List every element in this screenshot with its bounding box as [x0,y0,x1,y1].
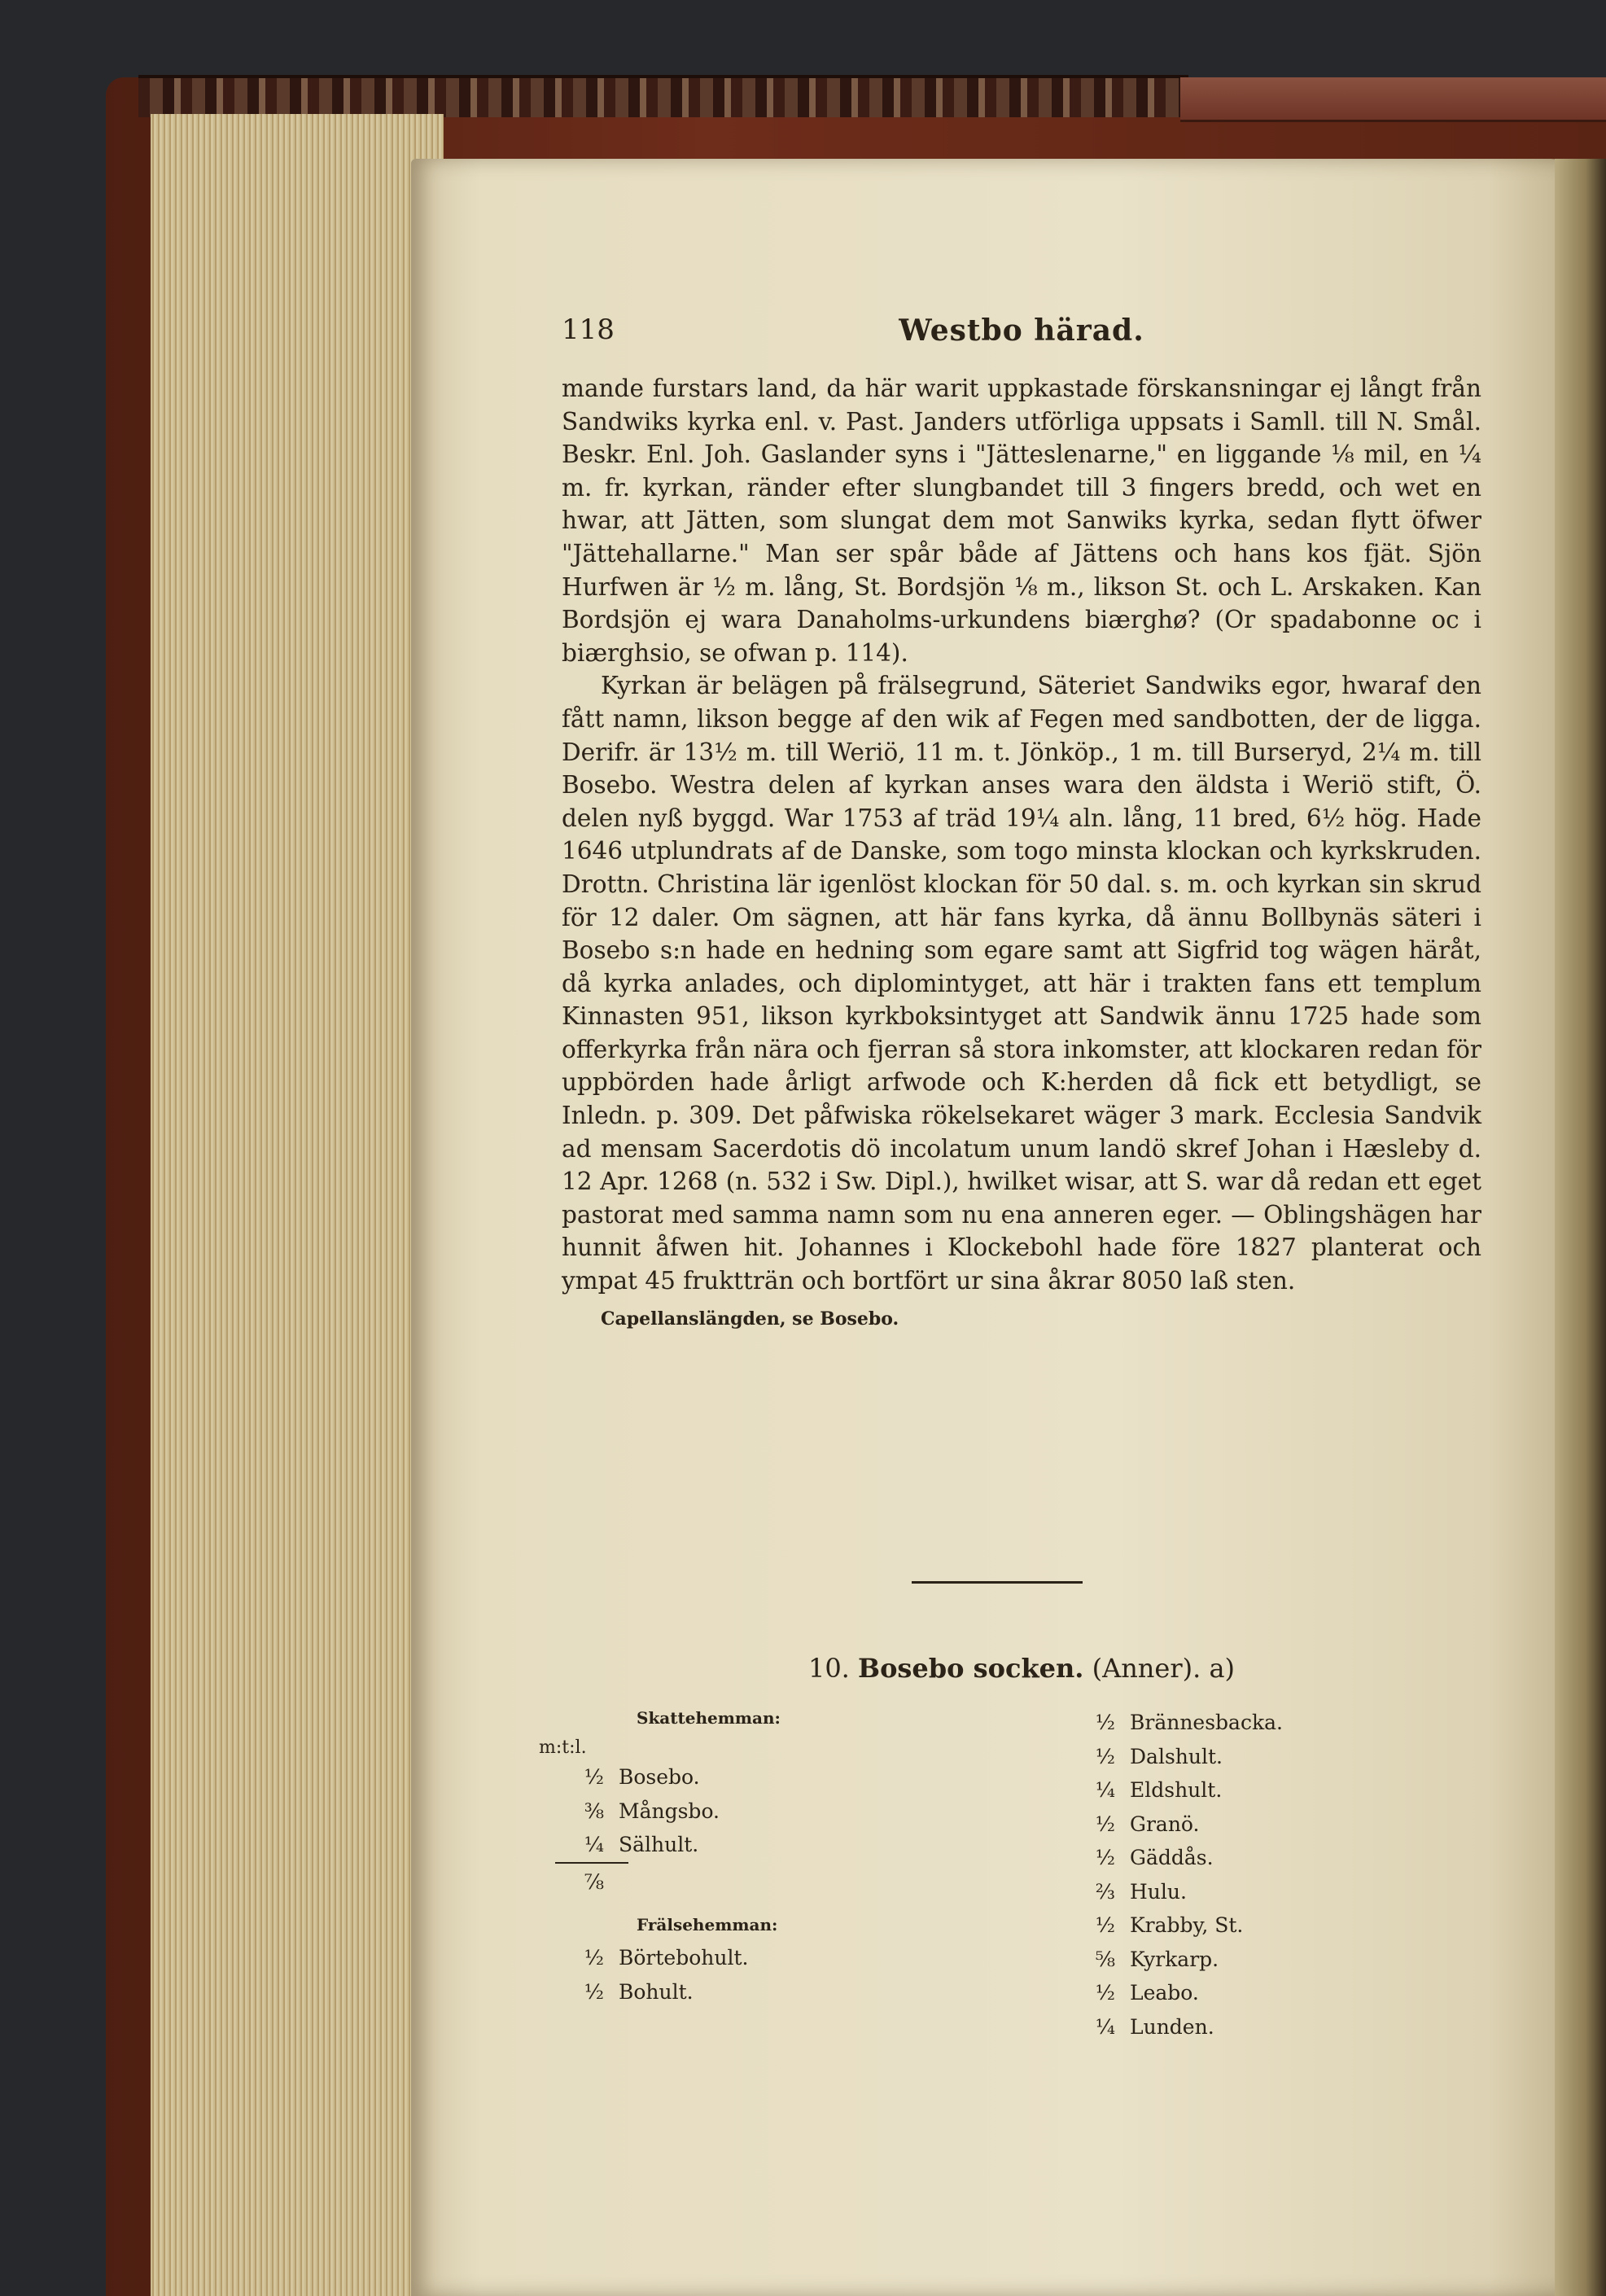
list-item [539,1828,946,1862]
total-fraction: ⅞ [584,1869,604,1894]
fraction: ¼ [1095,2014,1115,2039]
list-item [539,1941,946,1975]
list-item [539,1975,946,2009]
fraction: ½ [1095,1711,1115,1734]
farm-name: Dalshult. [1130,1744,1223,1768]
list-item [539,1760,946,1794]
left-column [539,1702,946,2009]
list-item [1050,1841,1376,1875]
farm-name: Mångsbo. [619,1799,720,1823]
skatte-heading: Skattehemman: [637,1708,781,1728]
book-spine-band [138,75,1188,117]
farm-name: Brännesbacka. [1130,1711,1283,1734]
section-divider [912,1581,1083,1584]
fraction: ⅜ [584,1799,604,1823]
farm-name: Leabo. [1130,1981,1199,2005]
running-head: Westbo härad. [899,313,1144,348]
section-name: Bosebo socken. [858,1653,1084,1684]
farm-name: Bosebo. [619,1765,700,1789]
bookmark-ribbon [1180,77,1606,122]
farm-name: Bohult. [619,1979,694,2004]
fraction: ⅔ [1095,1879,1115,1904]
fraction: ½ [584,1946,604,1970]
page-edges [151,114,444,2296]
fraction: ¼ [584,1833,604,1856]
fraction: ¼ [1095,1778,1115,1802]
fraction: ½ [584,1765,604,1789]
list-item [1050,1807,1376,1842]
farm-name: Börtebohult. [619,1946,749,1970]
fraction: ½ [1095,1812,1115,1836]
section-title [562,1653,1481,1684]
farm-name: Eldshult. [1130,1778,1223,1802]
fralse-heading: Frälsehemman: [637,1915,778,1935]
page-header [562,313,1481,362]
farm-name: Sälhult. [619,1833,699,1856]
farm-name: Kyrkarp. [1130,1947,1219,1971]
farm-name: Granö. [1130,1812,1200,1836]
fraction: ½ [1095,1913,1115,1937]
section-suffix: (Anner). a) [1092,1653,1236,1684]
paragraph: Kyrkan är belägen på frälsegrund, Säteriet Sandwiks egor, hwaraf den fått namn, likson begge af den wik af Fegen med sandbotten, der de ligga. Derifr. är 13½ m. till Weriö, 11 m. t. Jönköp., 1 m. till Burseryd, 2¼ m. till Bosebo. Westra delen af kyrkan anses wara den äldsta i Weriö stift, Ö. delen nyß byggd. War 1753 af träd 19¼ aln. lång, 11 bred, 6½ hög. Hade 1646 utplundrats af de Danske, som togo minsta klockan och kyrkskruden. Drottn. Christina lär igenlöst klockan för 50 dal. s. m. och kyrkan sin skrud för 12 daler. Om sägnen, att här fans kyrka, då ännu Bollbynäs säteri i Bosebo s:n hade en hedning som egare samt att Sigfrid tog wägen häråt, då kyrka anlades, och diplomintyget, att här i trakten fans ett templum Kinnasten 951, likson kyrkboksintyget att Sandwik ännu 1725 hade som offerkyrka från nära och fjerran så stora inkomster, att klockaren redan för uppbörden hade årligt arfwode och K:herden då fick ett betydligt, se Inledn. p. 309. Det påfwiska rökelsekaret wäger 3 mark. Ecclesia Sandvik ad mensam Sacerdotis dö incolatum unum landö skref Johan i Hæsleby d. 12 Apr. 1268 (n. 532 i Sw. Dipl.), hwilket wisar, att S. war då redan ett eget pastorat med samma namn som nu ena anneren eger. — Oblingshägen har hunnit åfwen hit. Johannes i Klockebohl hade före 1827 planterat och ympat 45 fruktträn och bortfört ur sina åkrar 8050 laß sten. [562,672,1481,1295]
reference-line: Capellanslängden, se Bosebo. [601,1308,899,1330]
fraction: ½ [584,1979,604,2004]
farm-name: Lunden. [1130,2014,1214,2039]
list-item [1050,1976,1376,2010]
farm-name: Krabby, St. [1130,1913,1244,1937]
list-item [1050,1908,1376,1943]
fraction: ½ [1095,1744,1115,1768]
section-number: 10. [807,1653,850,1684]
list-item [1050,1875,1376,1909]
list-item [539,1794,946,1829]
fraction: ½ [1095,1846,1115,1869]
list-item [1050,2010,1376,2044]
farm-name: Gäddås. [1130,1846,1214,1869]
farm-name: Hulu. [1130,1879,1187,1904]
fraction: ⅝ [1095,1947,1115,1971]
unit-label: m:t:l. [539,1737,587,1758]
right-column [1050,1706,1376,2044]
page-number: 118 [562,313,615,346]
list-item [1050,1706,1376,1740]
list-item [1050,1943,1376,1977]
fraction: ½ [1095,1981,1115,2005]
body-text [562,372,1481,1335]
page-gutter [1555,159,1606,2296]
paragraph: mande furstars land, da här warit uppkastade förskansningar ej långt från Sandwiks kyrka enl. v. Past. Janders utförliga uppsats i Samll. till N. Smål. Beskr. Enl. Joh. Gaslander syns i "Jätteslenarne," en liggande ⅛ mil, en ¼ m. fr. kyrkan, ränder efter slungbandet till 3 fingers bredd, och wet en hwar, att Jätten, som slungat dem mot Sanwiks kyrka, sedan flytt öfwer "Jättehallarne." Man ser spår både af Jättens och hans kos fjät. Sjön Hurfwen är ½ m. lång, St. Bordsjön ⅛ m., likson St. och L. Arskaken. Kan Bordsjön ej wara Danaholms-urkundens biærghø? (Or spadabonne oc i biærghsio, se ofwan p. 114). [562,375,1481,667]
total [555,1862,628,1899]
list-item [1050,1740,1376,1774]
list-item [1050,1773,1376,1807]
